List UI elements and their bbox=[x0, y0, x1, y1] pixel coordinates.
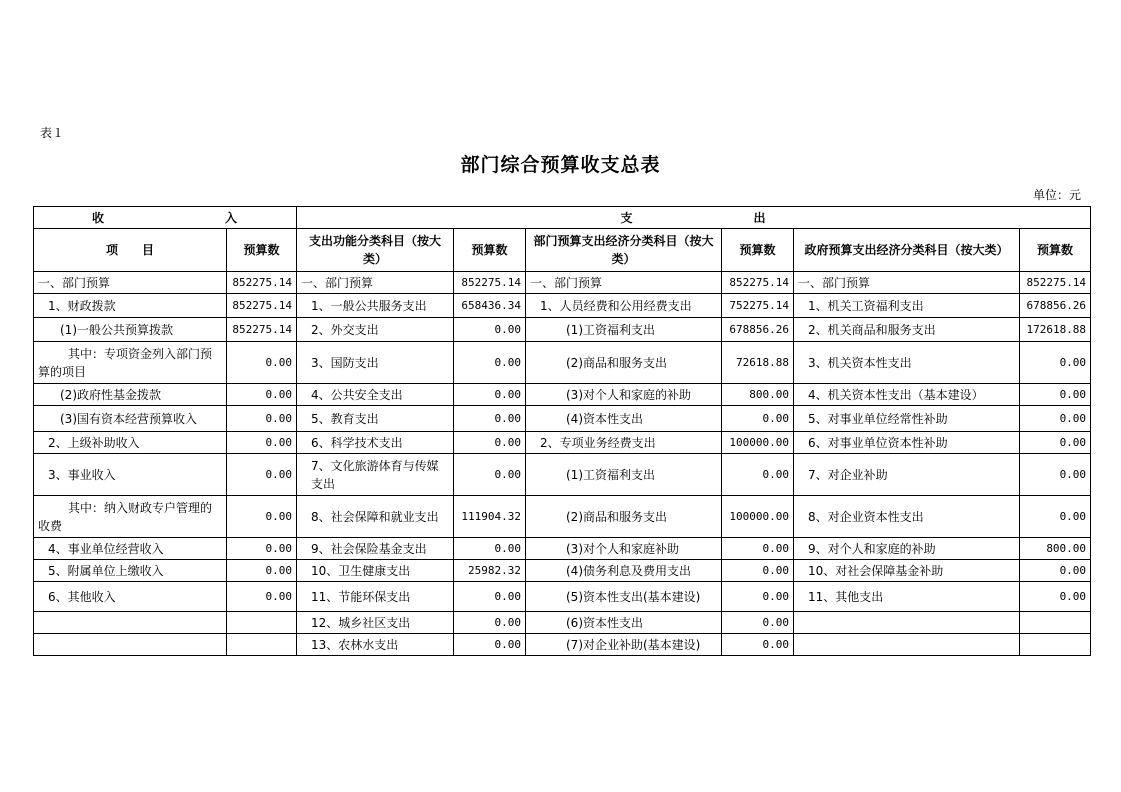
function-item-cell: 6、科学技术支出 bbox=[297, 432, 454, 454]
function-budget-cell: 0.00 bbox=[454, 582, 526, 612]
function-budget-cell: 0.00 bbox=[454, 612, 526, 634]
function-item-cell: 一、部门预算 bbox=[297, 272, 454, 294]
table-row bbox=[34, 454, 1091, 496]
expense-right-char: 出 bbox=[753, 210, 767, 225]
function-budget-cell: 0.00 bbox=[454, 384, 526, 406]
income-item-cell: (3)国有资本经营预算收入 bbox=[34, 406, 227, 432]
income-item-cell: 其中：纳入财政专户管理的收费 bbox=[34, 496, 227, 538]
function-budget-cell: 0.00 bbox=[454, 318, 526, 342]
function-budget-cell: 25982.32 bbox=[454, 560, 526, 582]
function-item-cell: 2、外交支出 bbox=[297, 318, 454, 342]
gov-econ-item-cell: 4、机关资本性支出（基本建设） bbox=[794, 384, 1020, 406]
function-budget-cell: 0.00 bbox=[454, 342, 526, 384]
dept-econ-budget-cell: 678856.26 bbox=[722, 318, 794, 342]
gov-econ-budget-cell: 800.00 bbox=[1020, 538, 1091, 560]
dept-econ-budget-cell: 0.00 bbox=[722, 582, 794, 612]
income-left-char: 收 bbox=[91, 210, 105, 225]
income-item-cell: 6、其他收入 bbox=[34, 582, 227, 612]
income-item-cell bbox=[34, 634, 227, 656]
income-budget-cell: 0.00 bbox=[227, 538, 297, 560]
income-budget-cell bbox=[227, 612, 297, 634]
table-label: 表１ bbox=[40, 126, 65, 140]
function-budget-cell: 0.00 bbox=[454, 406, 526, 432]
dept-econ-item-cell: (1)工资福利支出 bbox=[526, 454, 722, 496]
table-row bbox=[34, 496, 1091, 538]
gov-econ-item-cell: 7、对企业补助 bbox=[794, 454, 1020, 496]
function-budget-cell: 0.00 bbox=[454, 538, 526, 560]
function-budget-cell: 0.00 bbox=[454, 432, 526, 454]
section-header-row bbox=[34, 207, 1091, 229]
function-budget-cell: 852275.14 bbox=[454, 272, 526, 294]
gov-econ-item-cell: 2、机关商品和服务支出 bbox=[794, 318, 1020, 342]
gov-econ-budget-cell: 0.00 bbox=[1020, 384, 1091, 406]
col-header-item: 项 目 bbox=[34, 229, 227, 272]
expense-section-header bbox=[297, 207, 1091, 229]
function-item-cell: 11、节能环保支出 bbox=[297, 582, 454, 612]
dept-econ-item-cell: (4)资本性支出 bbox=[526, 406, 722, 432]
table-row bbox=[34, 634, 1091, 656]
dept-econ-item-cell: 2、专项业务经费支出 bbox=[526, 432, 722, 454]
page-title: 部门综合预算收支总表 bbox=[460, 154, 661, 176]
income-section-header bbox=[34, 207, 297, 229]
income-item-cell: (1)一般公共预算拨款 bbox=[34, 318, 227, 342]
table-row bbox=[34, 384, 1091, 406]
dept-econ-item-cell: (1)工资福利支出 bbox=[526, 318, 722, 342]
function-item-cell: 5、教育支出 bbox=[297, 406, 454, 432]
column-header-row bbox=[34, 229, 1091, 272]
income-item-cell: 3、事业收入 bbox=[34, 454, 227, 496]
col-header-budget-4: 预算数 bbox=[1020, 229, 1091, 272]
gov-econ-budget-cell: 172618.88 bbox=[1020, 318, 1091, 342]
income-budget-cell: 0.00 bbox=[227, 406, 297, 432]
dept-econ-item-cell: (2)商品和服务支出 bbox=[526, 342, 722, 384]
gov-econ-budget-cell: 0.00 bbox=[1020, 406, 1091, 432]
gov-econ-budget-cell: 0.00 bbox=[1020, 454, 1091, 496]
gov-econ-budget-cell: 0.00 bbox=[1020, 432, 1091, 454]
income-right-char: 入 bbox=[225, 210, 239, 225]
dept-econ-item-cell: 1、人员经费和公用经费支出 bbox=[526, 294, 722, 318]
income-budget-cell: 852275.14 bbox=[227, 272, 297, 294]
function-item-cell: 13、农林水支出 bbox=[297, 634, 454, 656]
function-item-cell: 7、文化旅游体育与传媒支出 bbox=[297, 454, 454, 496]
dept-econ-item-cell: (6)资本性支出 bbox=[526, 612, 722, 634]
function-item-cell: 8、社会保障和就业支出 bbox=[297, 496, 454, 538]
dept-econ-budget-cell: 752275.14 bbox=[722, 294, 794, 318]
col-header-gov-econ-class: 政府预算支出经济分类科目（按大类） bbox=[794, 229, 1020, 272]
col-header-dept-econ-class: 部门预算支出经济分类科目（按大类） bbox=[526, 229, 722, 272]
gov-econ-item-cell: 9、对个人和家庭的补助 bbox=[794, 538, 1020, 560]
gov-econ-budget-cell bbox=[1020, 634, 1091, 656]
dept-econ-item-cell: (4)债务利息及费用支出 bbox=[526, 560, 722, 582]
income-item-cell: 一、部门预算 bbox=[34, 272, 227, 294]
gov-econ-budget-cell: 0.00 bbox=[1020, 560, 1091, 582]
dept-econ-item-cell: (3)对个人和家庭补助 bbox=[526, 538, 722, 560]
gov-econ-item-cell bbox=[794, 634, 1020, 656]
col-header-function-class: 支出功能分类科目（按大类） bbox=[297, 229, 454, 272]
income-budget-cell bbox=[227, 634, 297, 656]
table-row bbox=[34, 342, 1091, 384]
dept-econ-budget-cell: 0.00 bbox=[722, 634, 794, 656]
budget-table bbox=[33, 206, 1091, 656]
dept-econ-item-cell: (3)对个人和家庭的补助 bbox=[526, 384, 722, 406]
gov-econ-budget-cell: 852275.14 bbox=[1020, 272, 1091, 294]
gov-econ-budget-cell: 0.00 bbox=[1020, 582, 1091, 612]
gov-econ-item-cell: 6、对事业单位资本性补助 bbox=[794, 432, 1020, 454]
dept-econ-item-cell: (5)资本性支出(基本建设) bbox=[526, 582, 722, 612]
income-budget-cell: 0.00 bbox=[227, 384, 297, 406]
table-row bbox=[34, 432, 1091, 454]
gov-econ-item-cell: 10、对社会保障基金补助 bbox=[794, 560, 1020, 582]
income-budget-cell: 852275.14 bbox=[227, 294, 297, 318]
dept-econ-budget-cell: 0.00 bbox=[722, 406, 794, 432]
income-budget-cell: 0.00 bbox=[227, 454, 297, 496]
income-budget-cell: 0.00 bbox=[227, 432, 297, 454]
dept-econ-item-cell: (2)商品和服务支出 bbox=[526, 496, 722, 538]
col-header-budget-3: 预算数 bbox=[722, 229, 794, 272]
function-item-cell: 4、公共安全支出 bbox=[297, 384, 454, 406]
gov-econ-item-cell: 1、机关工资福利支出 bbox=[794, 294, 1020, 318]
function-budget-cell: 0.00 bbox=[454, 634, 526, 656]
table-row bbox=[34, 272, 1091, 294]
income-item-cell: 2、上级补助收入 bbox=[34, 432, 227, 454]
gov-econ-budget-cell bbox=[1020, 612, 1091, 634]
gov-econ-budget-cell: 678856.26 bbox=[1020, 294, 1091, 318]
function-budget-cell: 0.00 bbox=[454, 454, 526, 496]
income-item-cell: 1、财政拨款 bbox=[34, 294, 227, 318]
gov-econ-item-cell bbox=[794, 612, 1020, 634]
income-budget-cell: 0.00 bbox=[227, 560, 297, 582]
income-budget-cell: 0.00 bbox=[227, 342, 297, 384]
income-budget-cell: 0.00 bbox=[227, 582, 297, 612]
table-row bbox=[34, 560, 1091, 582]
income-item-cell: 5、附属单位上缴收入 bbox=[34, 560, 227, 582]
dept-econ-budget-cell: 0.00 bbox=[722, 538, 794, 560]
income-item-cell: 其中：专项资金列入部门预算的项目 bbox=[34, 342, 227, 384]
col-header-budget-1: 预算数 bbox=[227, 229, 297, 272]
table-row bbox=[34, 406, 1091, 432]
gov-econ-item-cell: 8、对企业资本性支出 bbox=[794, 496, 1020, 538]
table-row bbox=[34, 582, 1091, 612]
dept-econ-budget-cell: 800.00 bbox=[722, 384, 794, 406]
income-budget-cell: 852275.14 bbox=[227, 318, 297, 342]
function-budget-cell: 111904.32 bbox=[454, 496, 526, 538]
dept-econ-item-cell: 一、部门预算 bbox=[526, 272, 722, 294]
income-item-cell: 4、事业单位经营收入 bbox=[34, 538, 227, 560]
table-row bbox=[34, 318, 1091, 342]
gov-econ-item-cell: 一、部门预算 bbox=[794, 272, 1020, 294]
dept-econ-budget-cell: 852275.14 bbox=[722, 272, 794, 294]
dept-econ-budget-cell: 0.00 bbox=[722, 612, 794, 634]
gov-econ-budget-cell: 0.00 bbox=[1020, 342, 1091, 384]
gov-econ-item-cell: 11、其他支出 bbox=[794, 582, 1020, 612]
function-item-cell: 10、卫生健康支出 bbox=[297, 560, 454, 582]
table-row bbox=[34, 294, 1091, 318]
income-item-cell bbox=[34, 612, 227, 634]
gov-econ-budget-cell: 0.00 bbox=[1020, 496, 1091, 538]
function-budget-cell: 658436.34 bbox=[454, 294, 526, 318]
function-item-cell: 1、一般公共服务支出 bbox=[297, 294, 454, 318]
income-budget-cell: 0.00 bbox=[227, 496, 297, 538]
gov-econ-item-cell: 5、对事业单位经常性补助 bbox=[794, 406, 1020, 432]
function-item-cell: 3、国防支出 bbox=[297, 342, 454, 384]
dept-econ-item-cell: (7)对企业补助(基本建设) bbox=[526, 634, 722, 656]
table-row bbox=[34, 538, 1091, 560]
dept-econ-budget-cell: 100000.00 bbox=[722, 432, 794, 454]
expense-left-char: 支 bbox=[620, 210, 634, 225]
table-row bbox=[34, 612, 1091, 634]
dept-econ-budget-cell: 72618.88 bbox=[722, 342, 794, 384]
dept-econ-budget-cell: 0.00 bbox=[722, 454, 794, 496]
income-item-cell: (2)政府性基金拨款 bbox=[34, 384, 227, 406]
unit-label: 单位：元 bbox=[1032, 188, 1081, 202]
dept-econ-budget-cell: 0.00 bbox=[722, 560, 794, 582]
gov-econ-item-cell: 3、机关资本性支出 bbox=[794, 342, 1020, 384]
dept-econ-budget-cell: 100000.00 bbox=[722, 496, 794, 538]
function-item-cell: 12、城乡社区支出 bbox=[297, 612, 454, 634]
function-item-cell: 9、社会保险基金支出 bbox=[297, 538, 454, 560]
col-header-budget-2: 预算数 bbox=[454, 229, 526, 272]
